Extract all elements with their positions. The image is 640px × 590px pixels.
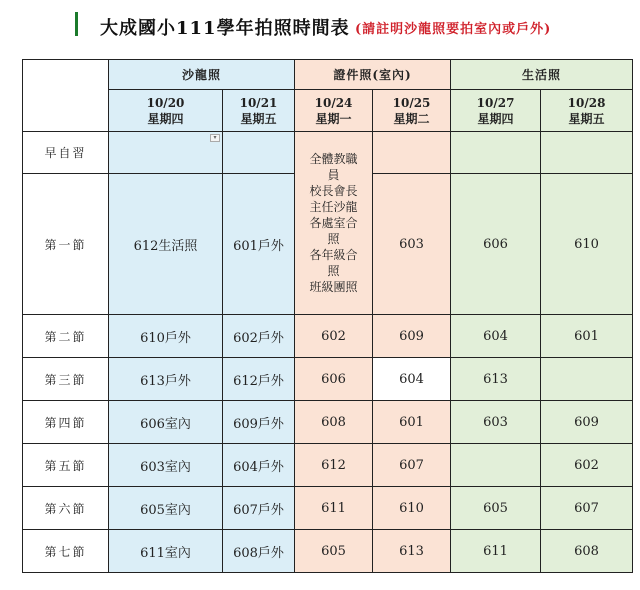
weekday-label: 星期四: [477, 111, 514, 126]
title-marker: [75, 12, 78, 36]
table-cell[interactable]: [109, 132, 223, 174]
merged-line: 照: [327, 232, 340, 246]
corner-cell: [23, 60, 109, 132]
merged-line: 校長會長: [309, 184, 358, 198]
table-cell[interactable]: 606: [295, 358, 373, 401]
table-row: [23, 401, 633, 444]
table-cell[interactable]: 613: [451, 358, 541, 401]
table-cell[interactable]: 604: [373, 358, 451, 401]
table-cell[interactable]: 604戶外: [223, 444, 295, 487]
group-id-photo: 證件照(室內): [295, 60, 451, 90]
table-cell[interactable]: [451, 444, 541, 487]
weekday-label: 星期五: [240, 111, 277, 126]
table-cell[interactable]: 610戶外: [109, 315, 223, 358]
merged-line: 主任沙龍: [309, 200, 358, 214]
table-row: [23, 444, 633, 487]
table-cell[interactable]: [541, 358, 633, 401]
date-label: 10/21: [239, 95, 278, 110]
group-salon: 沙龍照: [109, 60, 295, 90]
table-cell[interactable]: [541, 132, 633, 174]
table-cell[interactable]: 608戶外: [223, 530, 295, 573]
schedule-table: [22, 59, 633, 573]
period-label: 第三節: [23, 358, 109, 401]
table-cell[interactable]: 609: [541, 401, 633, 444]
table-cell[interactable]: 608: [295, 401, 373, 444]
date-label: 10/27: [476, 95, 515, 110]
table-cell[interactable]: 605: [451, 487, 541, 530]
table-cell[interactable]: 612戶外: [223, 358, 295, 401]
chevron-down-icon[interactable]: ▾: [210, 134, 220, 142]
table-cell[interactable]: 611: [295, 487, 373, 530]
table-cell[interactable]: 606: [451, 174, 541, 315]
group-header-row: [23, 60, 633, 90]
table-cell[interactable]: 608: [541, 530, 633, 573]
period-label: 第七節: [23, 530, 109, 573]
period-label: 早自習: [23, 132, 109, 174]
table-cell[interactable]: 605室內: [109, 487, 223, 530]
merged-line: 員: [327, 168, 340, 182]
table-row: [23, 315, 633, 358]
date-header: [451, 90, 541, 132]
table-cell[interactable]: [451, 132, 541, 174]
table-cell[interactable]: 613: [373, 530, 451, 573]
date-label: 10/24: [314, 95, 353, 110]
weekday-label: 星期四: [147, 111, 184, 126]
weekday-label: 星期一: [315, 111, 352, 126]
table-cell[interactable]: 606室內: [109, 401, 223, 444]
table-cell[interactable]: 601戶外: [223, 174, 295, 315]
table-cell[interactable]: 609戶外: [223, 401, 295, 444]
table-cell[interactable]: 603室內: [109, 444, 223, 487]
merged-line: 各處室合: [309, 216, 358, 230]
table-cell[interactable]: 604: [451, 315, 541, 358]
merged-line: 班級團照: [309, 280, 358, 294]
table-cell[interactable]: 602: [541, 444, 633, 487]
table-cell[interactable]: 611室內: [109, 530, 223, 573]
date-header: [295, 90, 373, 132]
date-label: 10/20: [146, 95, 185, 110]
table-cell[interactable]: 602: [295, 315, 373, 358]
table-cell[interactable]: 612生活照: [109, 174, 223, 315]
date-header: [109, 90, 223, 132]
period-label: 第四節: [23, 401, 109, 444]
table-cell[interactable]: 610: [541, 174, 633, 315]
merged-line: 全體教職: [309, 152, 358, 166]
period-label: 第六節: [23, 487, 109, 530]
page-title: 大成國小111學年拍照時間表: [100, 18, 350, 39]
table-cell[interactable]: 602戶外: [223, 315, 295, 358]
date-label: 10/25: [392, 95, 431, 110]
table-row: [23, 358, 633, 401]
table-cell[interactable]: 607戶外: [223, 487, 295, 530]
table-row: [23, 530, 633, 573]
period-label: 第五節: [23, 444, 109, 487]
group-life: 生活照: [451, 60, 633, 90]
merged-line: 各年級合: [309, 248, 358, 262]
table-row: [23, 487, 633, 530]
table-cell[interactable]: [223, 132, 295, 174]
period-label: 第二節: [23, 315, 109, 358]
date-header: [373, 90, 451, 132]
table-row: [23, 132, 633, 174]
page-subtitle: (請註明沙龍照要拍室內或戶外): [355, 22, 552, 37]
date-header-row: [23, 90, 633, 132]
date-header: [541, 90, 633, 132]
table-cell[interactable]: 609: [373, 315, 451, 358]
table-cell[interactable]: 607: [541, 487, 633, 530]
weekday-label: 星期五: [568, 111, 605, 126]
date-label: 10/28: [567, 95, 606, 110]
table-cell[interactable]: [373, 132, 451, 174]
table-cell[interactable]: 611: [451, 530, 541, 573]
weekday-label: 星期二: [393, 111, 430, 126]
table-cell[interactable]: 601: [373, 401, 451, 444]
table-cell[interactable]: 601: [541, 315, 633, 358]
table-cell[interactable]: 610: [373, 487, 451, 530]
merged-staff-cell[interactable]: [295, 132, 373, 315]
period-label: 第一節: [23, 174, 109, 315]
table-cell[interactable]: 603: [451, 401, 541, 444]
table-cell[interactable]: 613戶外: [109, 358, 223, 401]
table-cell[interactable]: 605: [295, 530, 373, 573]
merged-line: 照: [327, 264, 340, 278]
date-header: [223, 90, 295, 132]
title-bar: [0, 6, 640, 40]
table-cell[interactable]: 612: [295, 444, 373, 487]
table-cell[interactable]: 607: [373, 444, 451, 487]
table-cell[interactable]: 603: [373, 174, 451, 315]
